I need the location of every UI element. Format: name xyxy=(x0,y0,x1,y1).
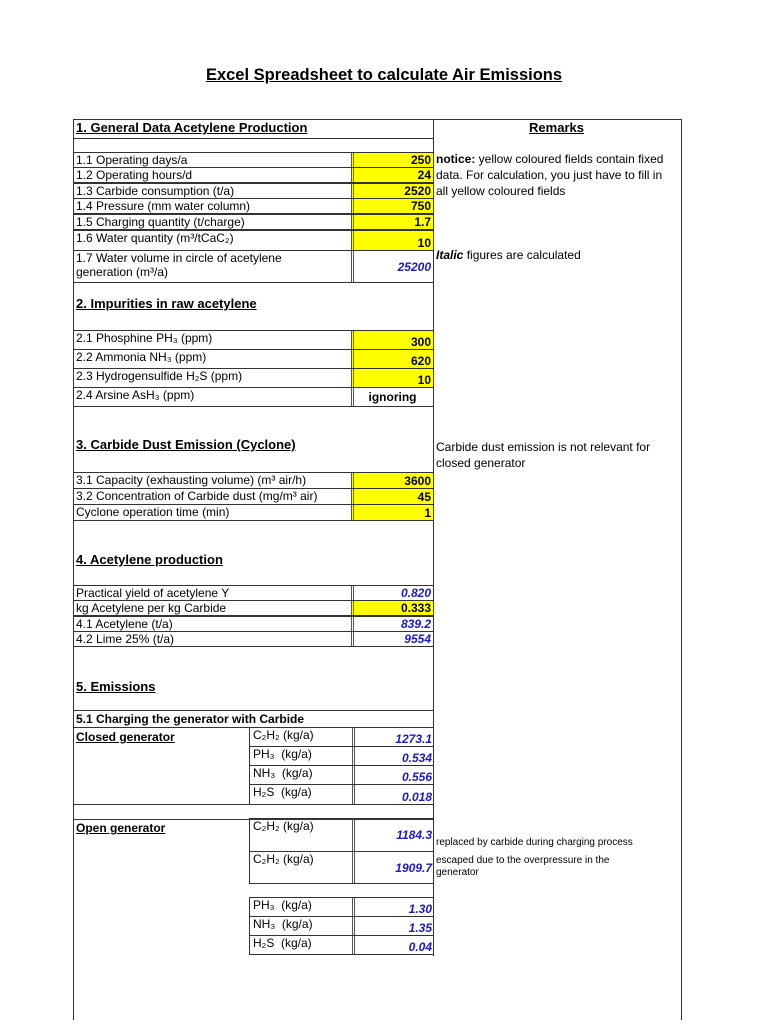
row-label: NH₃ (kg/a) xyxy=(253,766,313,780)
table-row xyxy=(249,784,434,805)
row-label: PH₃ (kg/a) xyxy=(253,898,312,912)
row-label: 1.5 Charging quantity (t/charge) xyxy=(76,215,245,229)
table-row xyxy=(73,330,434,350)
row-label: 2.1 Phosphine PH₃ (ppm) xyxy=(76,331,213,345)
value-cell: 0.556 xyxy=(352,766,434,784)
row-label: 4.2 Lime 25% (t/a) xyxy=(76,632,175,646)
section3-heading: 3. Carbide Dust Emission (Cyclone) xyxy=(76,437,296,452)
table-row xyxy=(73,472,434,489)
row-label: 1.3 Carbide consumption (t/a) xyxy=(76,184,235,198)
table-row xyxy=(73,616,434,632)
table-row xyxy=(73,488,434,505)
input-cell[interactable]: 10 xyxy=(351,369,433,387)
input-cell[interactable]: 750 xyxy=(351,199,433,213)
row-label: 3.2 Concentration of Carbide dust (mg/m³ air) xyxy=(76,489,318,503)
value-cell: 0.820 xyxy=(351,586,433,600)
table-row xyxy=(73,198,434,214)
row-label: H₂S (kg/a) xyxy=(253,785,312,799)
input-cell[interactable]: 1.7 xyxy=(351,215,433,229)
table-row xyxy=(73,387,434,407)
replaced-remark: replaced by carbide during charging process xyxy=(436,837,633,848)
row-label: PH₃ (kg/a) xyxy=(253,747,312,761)
value-cell: ignoring xyxy=(351,388,433,406)
table-row xyxy=(73,368,434,388)
table-row xyxy=(73,230,434,251)
input-cell[interactable]: 45 xyxy=(351,489,433,504)
open-generator-label: Open generator xyxy=(76,821,166,835)
row-label: 1.6 Water quantity (m³/tCaC₂) xyxy=(76,231,234,245)
row-label: 4.1 Acetylene (t/a) xyxy=(76,617,173,631)
subheading-row xyxy=(73,710,434,728)
row-label: 2.3 Hydrogensulfide H₂S (ppm) xyxy=(76,369,243,383)
row-label: 2.2 Ammonia NH₃ (ppm) xyxy=(76,350,207,364)
notice-remark xyxy=(436,151,676,199)
table-row xyxy=(73,349,434,369)
row-label: C₂H₂ (kg/a) xyxy=(253,728,314,742)
value-cell: 839.2 xyxy=(351,617,433,631)
input-cell[interactable]: 1 xyxy=(351,505,433,520)
table-row xyxy=(73,631,434,647)
row-label: 2.4 Arsine AsH₃ (ppm) xyxy=(76,388,195,402)
table-row xyxy=(249,851,434,884)
input-cell[interactable]: 0.333 xyxy=(351,601,433,615)
value-cell: 0.04 xyxy=(352,936,434,954)
row-label: 1.7 Water volume in circle of acetylene generation (m³/a) xyxy=(76,251,282,279)
italic-text: figures are calculated xyxy=(463,248,581,262)
header-rule xyxy=(73,138,433,139)
remarks-header: Remarks xyxy=(529,120,584,135)
row-label: H₂S (kg/a) xyxy=(253,936,312,950)
row-label: C₂H₂ (kg/a) xyxy=(253,819,314,833)
row-label: C₂H₂ (kg/a) xyxy=(253,852,314,866)
row-label: kg Acetylene per kg Carbide xyxy=(76,601,227,615)
value-cell: 0.018 xyxy=(352,785,434,804)
section5-heading: 5. Emissions xyxy=(76,679,156,694)
table-row xyxy=(73,504,434,521)
input-cell[interactable]: 2520 xyxy=(351,184,433,198)
table-row xyxy=(249,746,434,766)
italic-remark xyxy=(436,247,676,263)
table-row xyxy=(73,600,434,616)
table-row xyxy=(73,250,434,283)
table-row xyxy=(249,916,434,936)
value-cell: 1184.3 xyxy=(352,819,434,851)
value-cell: 1.35 xyxy=(352,917,434,935)
row-label: Practical yield of acetylene Y xyxy=(76,586,230,600)
input-cell[interactable]: 620 xyxy=(351,350,433,368)
value-cell: 1273.1 xyxy=(352,728,434,746)
page-title: Excel Spreadsheet to calculate Air Emissions xyxy=(205,66,563,84)
input-cell[interactable]: 3600 xyxy=(351,473,433,488)
table-row xyxy=(73,152,434,168)
input-cell[interactable]: 250 xyxy=(351,153,433,167)
value-cell: 25200 xyxy=(351,251,433,282)
row-label: NH₃ (kg/a) xyxy=(253,917,313,931)
table-row xyxy=(249,727,434,747)
table-row xyxy=(249,818,434,852)
input-cell[interactable]: 24 xyxy=(351,168,433,182)
value-cell: 9554 xyxy=(351,632,433,646)
closed-generator-label: Closed generator xyxy=(76,730,175,744)
table-row xyxy=(249,765,434,785)
carbide-dust-remark: Carbide dust emission is not relevant for closed generator xyxy=(436,440,651,470)
section1-heading: 1. General Data Acetylene Production xyxy=(76,120,308,135)
italic-label: Italic xyxy=(436,248,464,262)
table-row xyxy=(73,167,434,183)
row-label: 1.4 Pressure (mm water column) xyxy=(76,199,251,213)
section5-subheading: 5.1 Charging the generator with Carbide xyxy=(76,712,305,726)
value-cell: 1909.7 xyxy=(352,852,434,883)
table-row xyxy=(73,214,434,230)
escaped-remark: escaped due to the overpressure in the generator xyxy=(436,855,610,878)
value-cell: 1.30 xyxy=(352,898,434,916)
value-cell: 0.534 xyxy=(352,747,434,765)
notice-label: notice: xyxy=(436,152,476,166)
row-label: Cyclone operation time (min) xyxy=(76,505,230,519)
table-row xyxy=(249,935,434,955)
row-label: 1.2 Operating hours/d xyxy=(76,168,193,182)
section2-heading: 2. Impurities in raw acetylene xyxy=(76,296,257,311)
table-row xyxy=(73,183,434,199)
row-label: 3.1 Capacity (exhausting volume) (m³ air/h) xyxy=(76,473,307,487)
input-cell[interactable]: 10 xyxy=(351,231,433,250)
row-label: 1.1 Operating days/a xyxy=(76,153,188,167)
table-row xyxy=(73,585,434,601)
table-row xyxy=(249,897,434,917)
section4-heading: 4. Acetylene production xyxy=(76,552,223,567)
notice-text: yellow coloured fields contain fixed data. For calculation, you just have to fill in all yellow coloured fields xyxy=(436,152,664,198)
input-cell[interactable]: 300 xyxy=(351,331,433,349)
